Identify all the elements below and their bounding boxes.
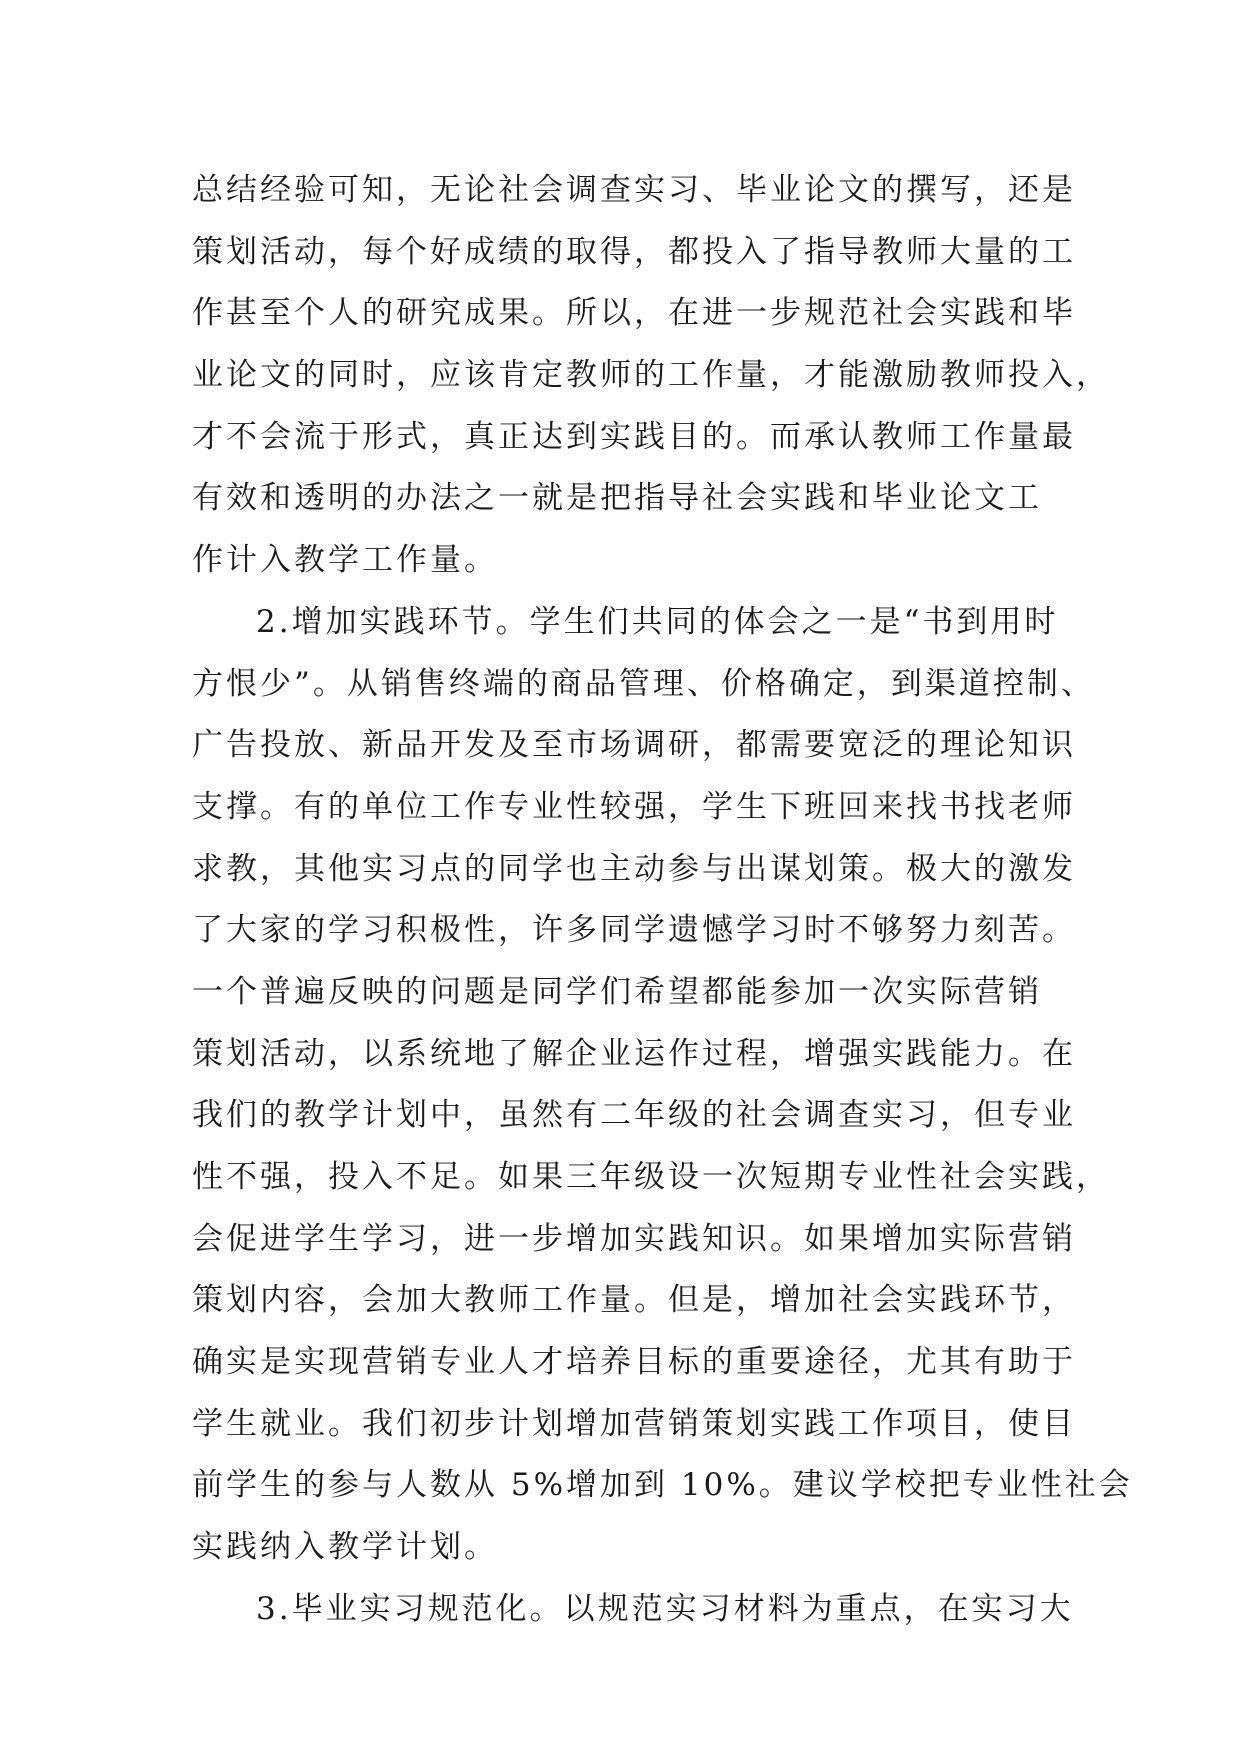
paragraph-heading-line: 2.增加实践环节。学生们共同的体会之一是“书到用时: [256, 603, 1059, 640]
text-line: 一个普遍反映的问题是同学们希望都能参加一次实际营销: [192, 973, 1042, 1010]
paragraph-heading-line: 3.毕业实习规范化。以规范实习材料为重点，在实习大: [256, 1590, 1074, 1627]
text-line: 策划活动，以系统地了解企业运作过程，增强实践能力。在: [192, 1035, 1076, 1072]
text-line: 确实是实现营销专业人才培养目标的重要途径，尤其有助于: [192, 1344, 1076, 1381]
text-line: 方恨少”。从销售终端的商品管理、价格确定，到渠道控制、: [192, 665, 1095, 702]
text-line: 作计入教学工作量。: [192, 542, 498, 579]
text-line: 前学生的参与人数从 5%增加到 10%。建议学校把专业性社会: [192, 1467, 1133, 1504]
text-line: 策划内容，会加大教师工作量。但是，增加社会实践环节，: [192, 1282, 1076, 1319]
text-line: 会促进学生学习，进一步增加实践知识。如果增加实际营销: [192, 1220, 1076, 1257]
document-body: [192, 160, 1133, 1641]
text-line: 业论文的同时，应该肯定教师的工作量，才能激励教师投入，: [192, 357, 1110, 394]
text-line: 支撑。有的单位工作专业性较强，学生下班回来找书找老师: [192, 788, 1076, 825]
text-line: 有效和透明的办法之一就是把指导社会实践和毕业论文工: [192, 480, 1042, 517]
text-line: 才不会流于形式，真正达到实践目的。而承认教师工作量最: [192, 418, 1076, 455]
text-line: 作甚至个人的研究成果。所以，在进一步规范社会实践和毕: [192, 295, 1076, 332]
text-line: 求教，其他实习点的同学也主动参与出谋划策。极大的激发: [192, 850, 1076, 887]
text-line: 策划活动，每个好成绩的取得，都投入了指导教师大量的工: [192, 233, 1076, 270]
text-line: 我们的教学计划中，虽然有二年级的社会调查实习，但专业: [192, 1097, 1076, 1134]
text-line: 实践纳入教学计划。: [192, 1529, 498, 1566]
text-line: 学生就业。我们初步计划增加营销策划实践工作项目，使目: [192, 1405, 1076, 1442]
text-line: 性不强，投入不足。如果三年级设一次短期专业性社会实践，: [192, 1159, 1110, 1195]
text-line: 总结经验可知，无论社会调查实习、毕业论文的撰写，还是: [192, 172, 1076, 208]
text-line: 了大家的学习积极性，许多同学遗憾学习时不够努力刻苦。: [192, 912, 1076, 949]
text-line: 广告投放、新品开发及至市场调研，都需要宽泛的理论知识: [192, 727, 1076, 764]
